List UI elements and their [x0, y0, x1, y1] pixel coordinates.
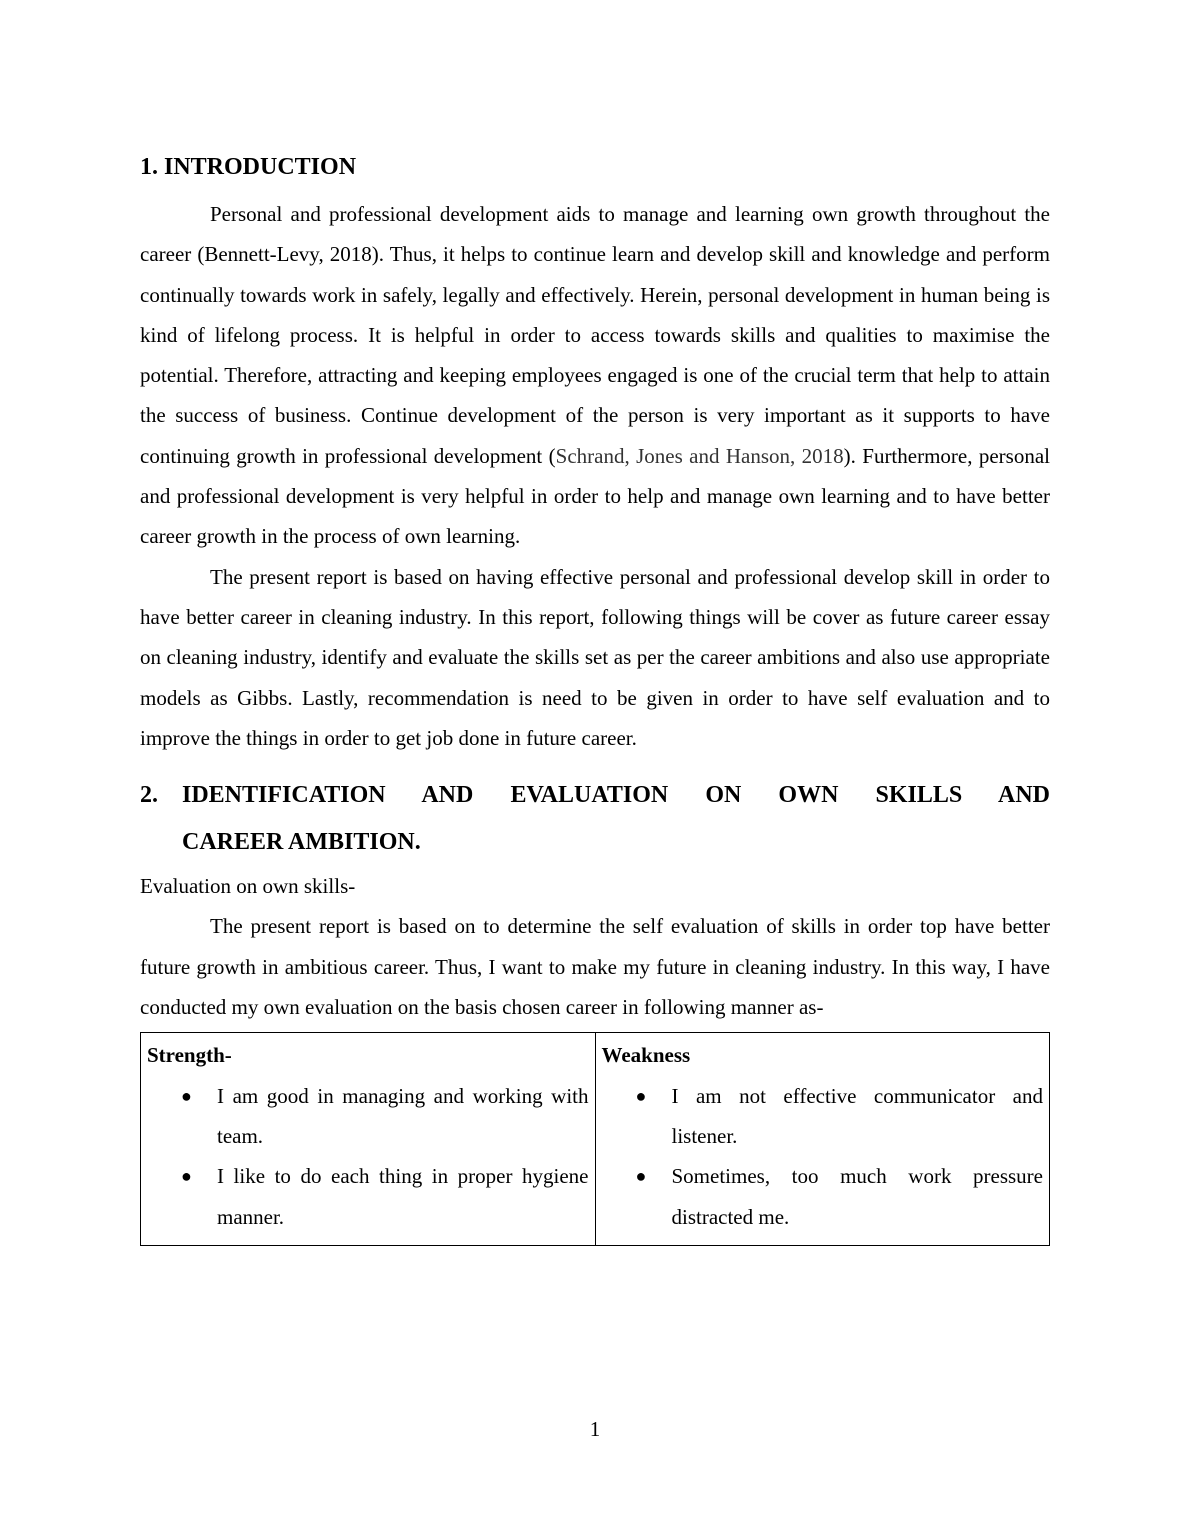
section-2-heading-line-1: IDENTIFICATION AND EVALUATION ON OWN SKILLS AND [182, 782, 1050, 809]
evaluation-subheading: Evaluation on own skills- [140, 874, 356, 899]
weakness-header: Weakness [601, 1043, 691, 1068]
strength-cell [141, 1033, 596, 1245]
list-item [181, 1076, 589, 1157]
section-1-heading: 1. INTRODUCTION [140, 154, 357, 180]
document-page [140, 150, 1050, 1246]
page-number: 1 [589, 1417, 601, 1441]
strength-list [147, 1076, 589, 1237]
bullet-icon: ● [181, 1166, 192, 1187]
bullet-icon: ● [635, 1166, 647, 1187]
weakness-list [602, 1076, 1044, 1237]
strength-weakness-table [140, 1032, 1050, 1245]
evaluation-paragraph: The present report is based on to determine the self evaluation of skills in order top have better future growth in ambitious career. Thus, I want to make my future in cleaning industry. In this way, I have conducted my own evaluation on the basis chosen career in following manner as- [140, 914, 1050, 1020]
intro-paragraph-1-text-b: ). Furthermore, personal and professional development is very helpful in order to help and manage own learning and to have better career growth in the process of own learning. [140, 443, 1051, 549]
intro-paragraph-1-text-a: Personal and professional development aids to manage and learning own growth throughout the career (Bennett-Levy, 2018). Thus, it helps to continue learn and develop skill and knowledge and perform continually towards work in safely, legally and effectively. Herein, personal development in human being is kind of lifelong process. It is helpful in order to access towards skills and qualities to maximise the potential. Therefore, attracting and keeping employees engaged is one of the crucial term that help to attain the success of business. Continue development of the person is very important as it supports to have continuing growth in professional development ( [140, 202, 1050, 468]
list-item [635, 1156, 1044, 1237]
section-2-number: 2. [140, 782, 158, 809]
citation-schrand: Schrand, Jones and Hanson, 2018 [555, 443, 844, 468]
intro-paragraph-2: The present report is based on having effective personal and professional develop skill in order to have better career in cleaning industry. In this report, following things will be cover as future career essay on cleaning industry, identify and evaluate the skills set as per the career ambitions and also use appropriate models as Gibbs. Lastly, recommendation is need to be given in order to have self evaluation and to improve the things in order to get job done in future career. [140, 564, 1050, 750]
weakness-item-text: I am not effective communicator and listener. [671, 1083, 1043, 1148]
weakness-cell [595, 1033, 1050, 1245]
strength-item-text: I am good in managing and working with team. [217, 1083, 589, 1148]
section-2-heading [140, 772, 1050, 866]
bullet-icon: ● [181, 1085, 192, 1106]
weakness-item-text: Sometimes, too much work pressure distracted me. [671, 1164, 1043, 1229]
section-2-heading-line-2: CAREER AMBITION. [182, 829, 421, 856]
strength-item-text: I like to do each thing in proper hygiene manner. [217, 1164, 589, 1229]
strength-header: Strength- [147, 1043, 232, 1068]
list-item [181, 1156, 589, 1237]
list-item [635, 1076, 1044, 1157]
bullet-icon: ● [635, 1085, 647, 1106]
intro-paragraph-1 [140, 194, 1050, 557]
